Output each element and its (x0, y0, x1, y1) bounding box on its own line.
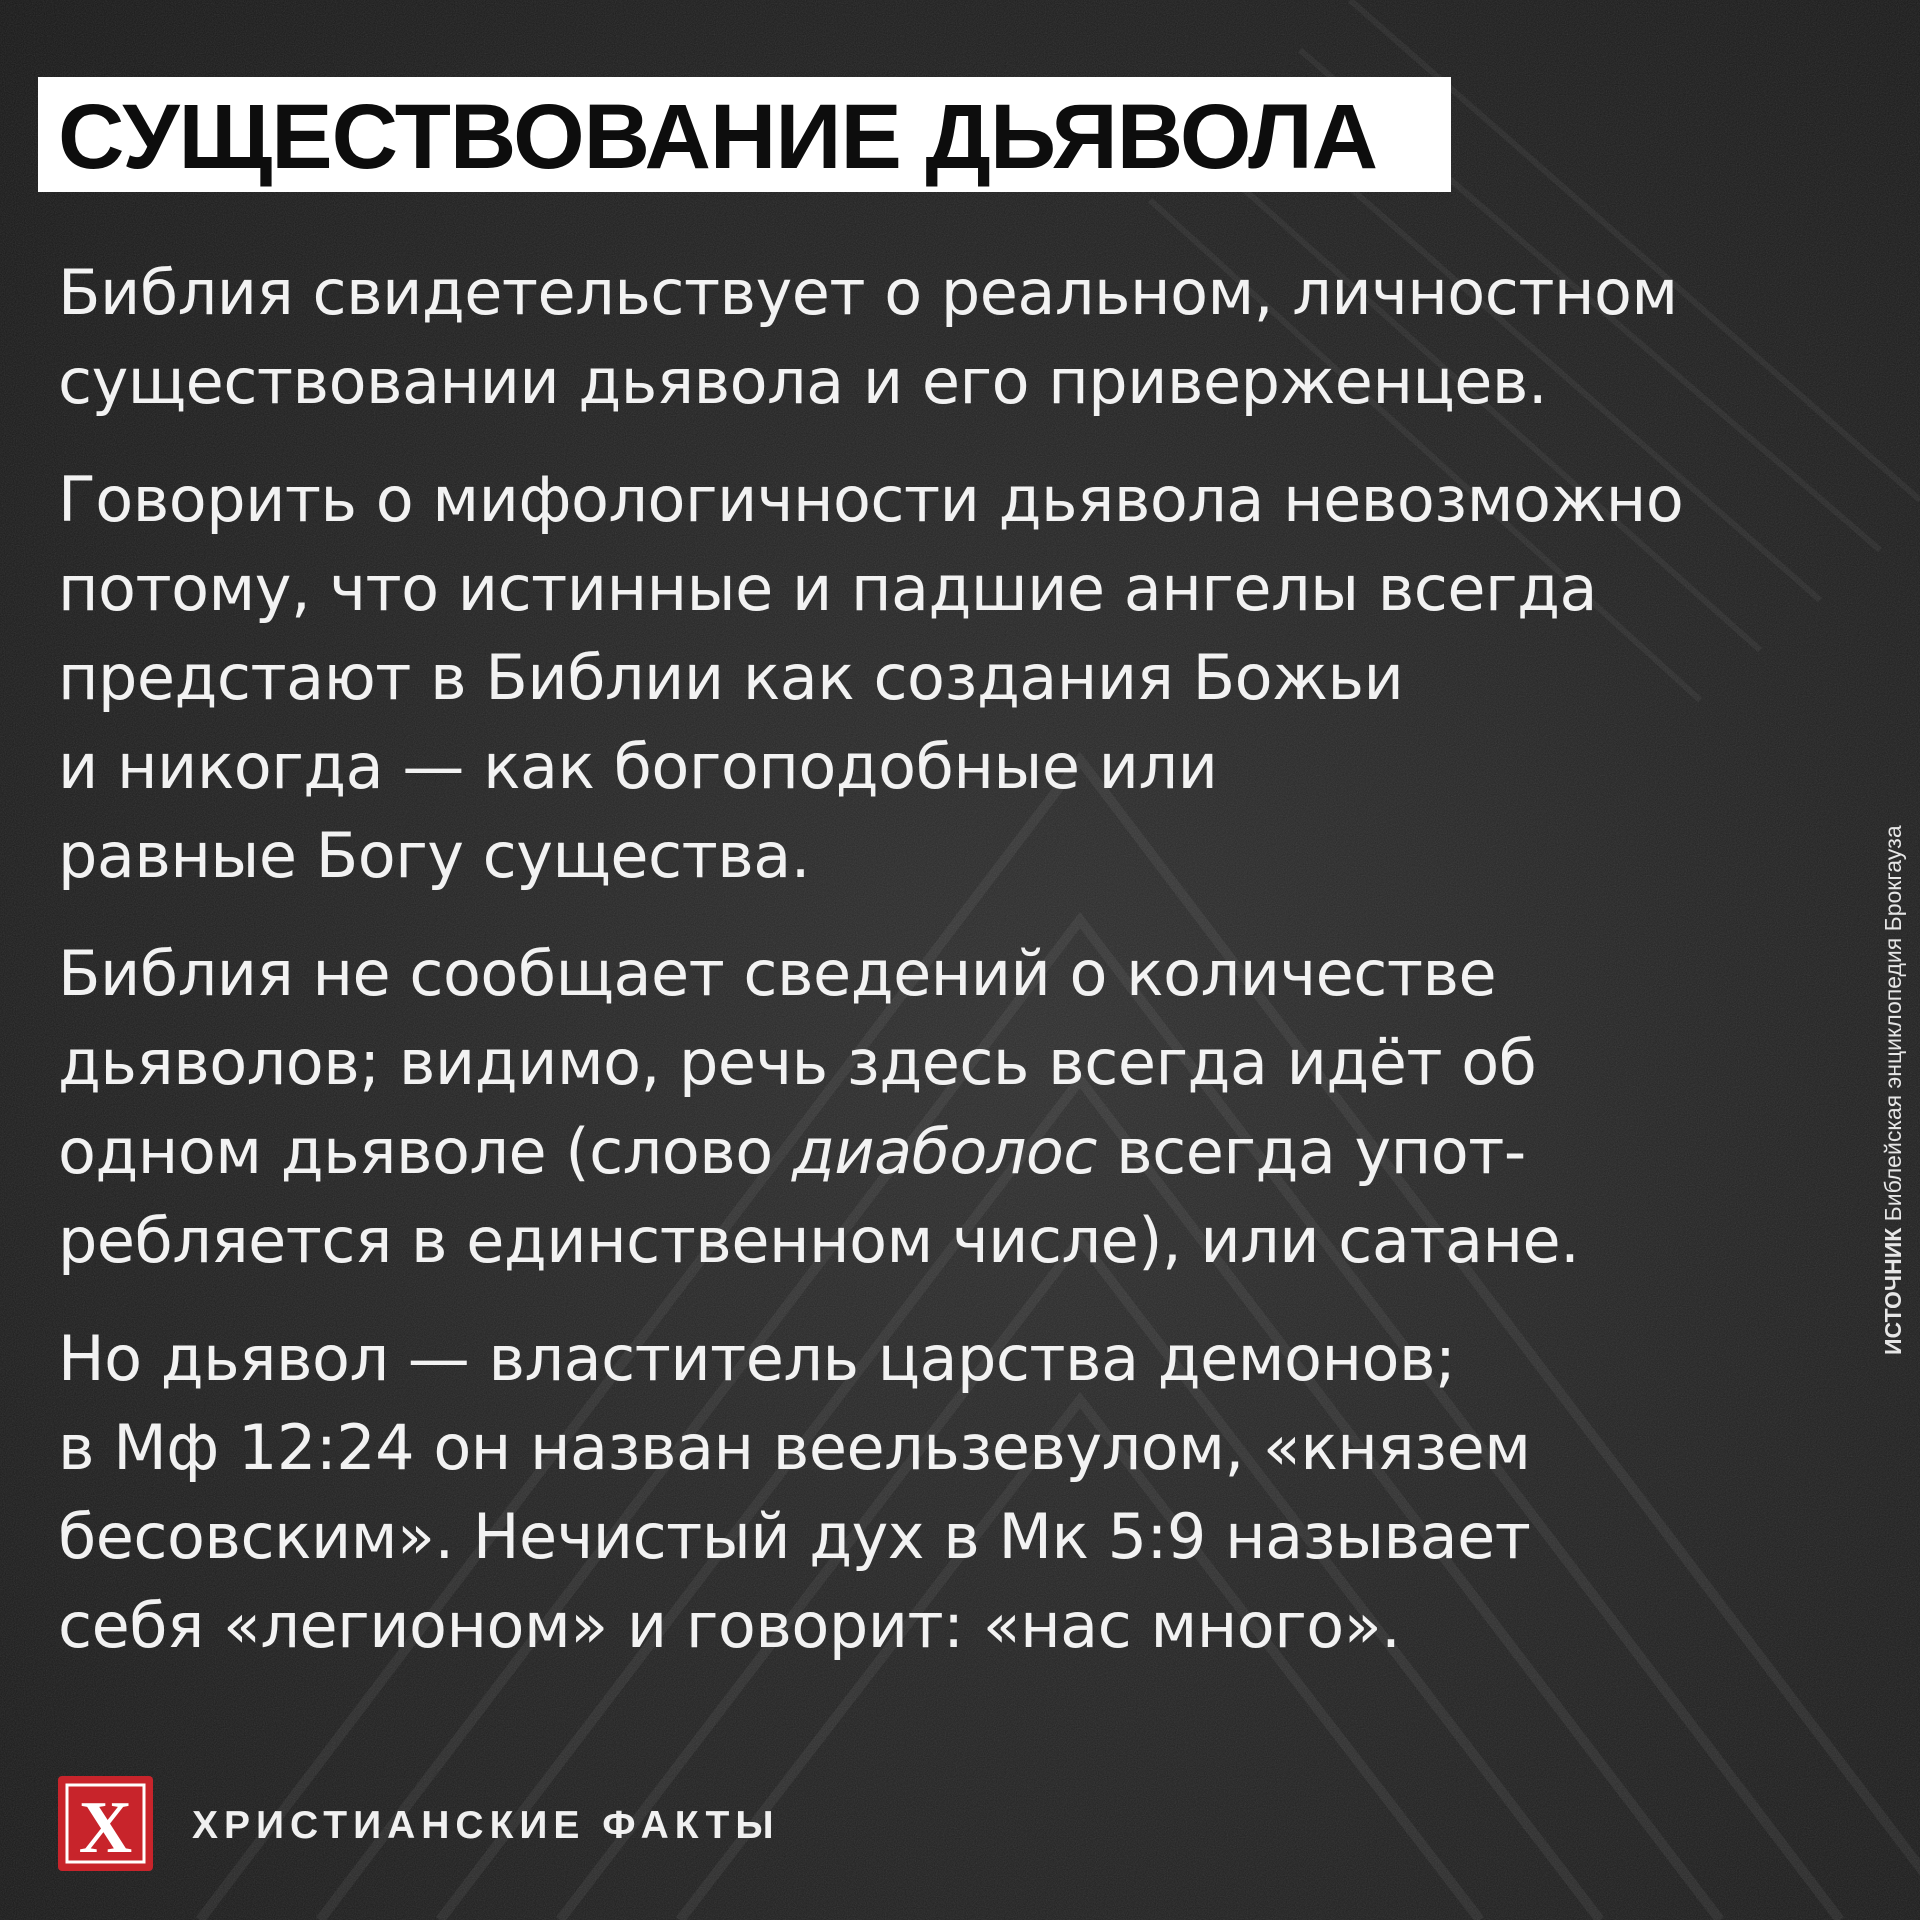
page-title: СУЩЕСТВОВАНИЕ ДЬЯВОЛА (58, 86, 1378, 188)
text-line: себя «легионом» и говорит: «нас много». (58, 1589, 1401, 1662)
text-line: дьяволов; видимо, речь здесь всегда идёт об (58, 1026, 1537, 1099)
text-line: Библия свидетельствует о реальном, личностном (58, 256, 1678, 329)
text-line: Но дьявол — властитель царства демонов; (58, 1322, 1456, 1395)
text-line: существовании дьявола и его приверженцев. (58, 345, 1548, 418)
text-line: Говорить о мифологичности дьявола невозможно (58, 463, 1684, 536)
text-line: Библия не сообщает сведений о количестве (58, 937, 1497, 1010)
source-credit (1880, 825, 1907, 1355)
text-line: бесовским». Нечистый дух в Мк 5:9 называет (58, 1500, 1531, 1573)
text-segment: всегда упот- (1096, 1115, 1526, 1188)
paragraph (58, 929, 1818, 1285)
article-body (58, 248, 1818, 1699)
source-text: Библейская энциклопедия Брокгауза (1880, 825, 1906, 1222)
logo-letter: X (78, 1787, 133, 1869)
paragraph (58, 248, 1818, 426)
text-line: потому, что истинные и падшие ангелы всегда (58, 552, 1597, 625)
text-line: в Мф 12:24 он назван веельзевулом, «князем (58, 1411, 1531, 1484)
italic-term: диаболос (791, 1115, 1097, 1188)
text-line: ребляется в единственном числе), или сатане. (58, 1204, 1580, 1277)
text-segment: одном дьяволе (слово (58, 1115, 792, 1188)
paragraph (58, 455, 1818, 900)
paragraph (58, 1314, 1818, 1670)
brand-logo-icon (58, 1776, 153, 1871)
text-line: равные Богу существа. (58, 819, 810, 892)
brand-logo (58, 1776, 153, 1871)
text-line: предстают в Библии как создания Божьи (58, 641, 1404, 714)
text-line (58, 1107, 1818, 1196)
text-line: и никогда — как богоподобные или (58, 730, 1218, 803)
source-label: ИСТОЧНИК (1880, 1227, 1906, 1355)
brand-name: ХРИСТИАНСКИЕ ФАКТЫ (192, 1804, 780, 1847)
